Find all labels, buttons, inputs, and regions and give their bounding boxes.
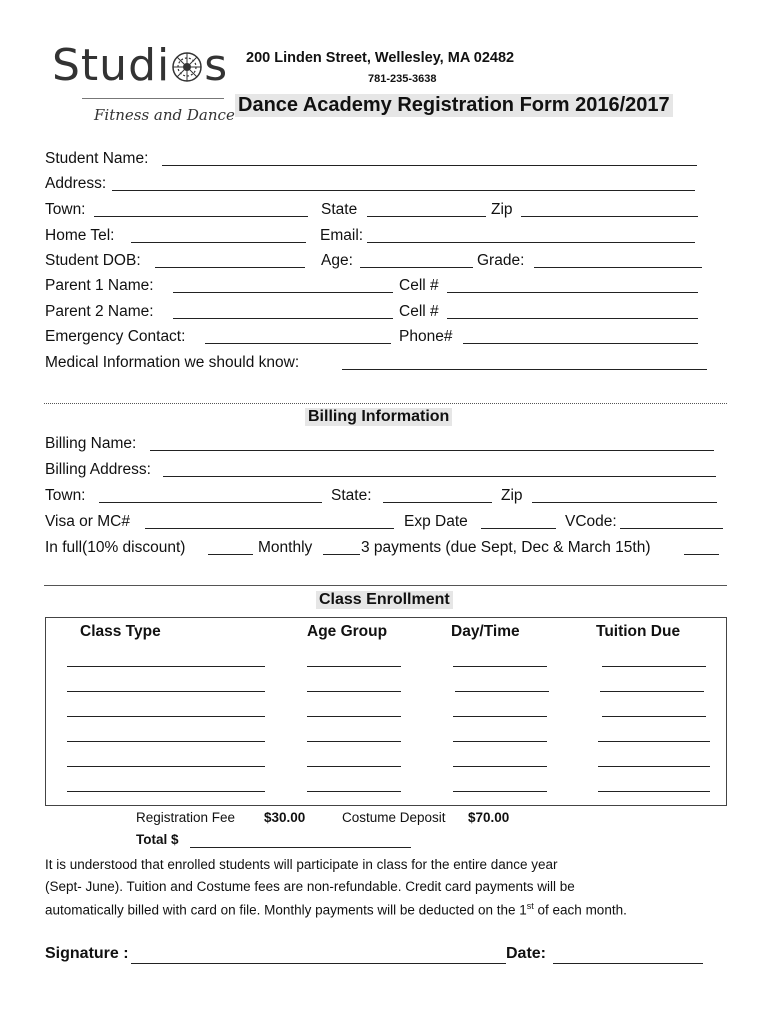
enrollment-table	[45, 617, 727, 806]
home-tel-label: Home Tel:	[45, 227, 115, 244]
billing-town-field[interactable]	[99, 502, 322, 503]
terms-text-end: of each month.	[533, 902, 627, 918]
enrollment-title: Class Enrollment	[316, 591, 453, 609]
cell1-field[interactable]	[447, 292, 698, 293]
section-divider	[44, 585, 727, 586]
billing-state-label: State:	[331, 487, 372, 504]
col-class-type: Class Type	[80, 623, 161, 640]
billing-zip-label: Zip	[501, 487, 523, 504]
emergency-label: Emergency Contact:	[45, 328, 186, 345]
day-time-field[interactable]	[453, 766, 547, 767]
phone-label: Phone#	[399, 328, 453, 345]
billing-address-label: Billing Address:	[45, 461, 151, 478]
billing-zip-field[interactable]	[532, 502, 717, 503]
zip-label: Zip	[491, 201, 513, 218]
phone-number: 781-235-3638	[368, 73, 437, 85]
billing-state-field[interactable]	[383, 502, 492, 503]
col-age-group: Age Group	[307, 623, 388, 640]
terms-line: It is understood that enrolled students will participate in class for the entire dance year	[45, 857, 558, 872]
emergency-field[interactable]	[205, 343, 391, 344]
three-payments-field[interactable]	[684, 554, 719, 555]
tuition-due-field[interactable]	[602, 666, 706, 667]
terms-text: automatically billed with card on file. Monthly payments will be deducted on the 1	[45, 902, 527, 918]
town-field[interactable]	[94, 216, 308, 217]
vcode-field[interactable]	[620, 528, 723, 529]
billing-address-field[interactable]	[163, 476, 716, 477]
day-time-field[interactable]	[453, 741, 547, 742]
address-label: Address:	[45, 175, 107, 192]
tuition-due-field[interactable]	[598, 766, 710, 767]
parent1-label: Parent 1 Name:	[45, 277, 154, 294]
billing-name-label: Billing Name:	[45, 435, 137, 452]
zip-field[interactable]	[521, 216, 698, 217]
col-tuition-due: Tuition Due	[596, 623, 681, 640]
age-group-field[interactable]	[307, 716, 401, 717]
class-type-field[interactable]	[67, 791, 265, 792]
age-label: Age:	[321, 252, 353, 269]
billing-town-label: Town:	[45, 487, 86, 504]
total-label: Total $	[136, 832, 179, 847]
dob-field[interactable]	[155, 267, 305, 268]
class-type-field[interactable]	[67, 766, 265, 767]
dob-label: Student DOB:	[45, 252, 141, 269]
cell2-field[interactable]	[447, 318, 698, 319]
email-label: Email:	[320, 227, 364, 244]
card-field[interactable]	[145, 528, 394, 529]
logo	[52, 40, 228, 94]
day-time-field[interactable]	[453, 791, 547, 792]
billing-title: Billing Information	[305, 408, 452, 426]
billing-name-field[interactable]	[150, 450, 714, 451]
email-field[interactable]	[367, 242, 695, 243]
section-divider	[44, 403, 727, 404]
medical-field[interactable]	[342, 369, 707, 370]
state-label: State	[321, 201, 358, 218]
cell2-label: Cell #	[399, 303, 439, 320]
grade-field[interactable]	[534, 267, 702, 268]
parent1-field[interactable]	[173, 292, 393, 293]
registration-fee-value: $30.00	[264, 810, 306, 825]
class-type-field[interactable]	[67, 691, 265, 692]
address-field[interactable]	[112, 190, 695, 191]
logo-tagline: Fitness and Dance	[94, 106, 235, 124]
signature-field[interactable]	[131, 963, 506, 964]
cell1-label: Cell #	[399, 277, 439, 294]
three-payments-label: 3 payments (due Sept, Dec & March 15th)	[361, 539, 651, 556]
student-name-field[interactable]	[162, 165, 697, 166]
terms-line: (Sept- June). Tuition and Costume fees are non-refundable. Credit card payments will be	[45, 879, 575, 894]
card-label: Visa or MC#	[45, 513, 130, 530]
registration-fee-label: Registration Fee	[136, 810, 236, 825]
age-group-field[interactable]	[307, 741, 401, 742]
tuition-due-field[interactable]	[600, 691, 704, 692]
class-type-field[interactable]	[67, 666, 265, 667]
class-type-field[interactable]	[67, 716, 265, 717]
class-type-field[interactable]	[67, 741, 265, 742]
grade-label: Grade:	[477, 252, 525, 269]
medical-label: Medical Information we should know:	[45, 354, 300, 371]
address: 200 Linden Street, Wellesley, MA 02482	[246, 50, 515, 66]
terms-line	[45, 901, 627, 918]
col-day-time: Day/Time	[451, 623, 520, 640]
signature-label: Signature :	[45, 945, 129, 962]
age-group-field[interactable]	[307, 791, 401, 792]
costume-label: Costume Deposit	[342, 810, 446, 825]
tuition-due-field[interactable]	[598, 791, 710, 792]
parent2-field[interactable]	[173, 318, 393, 319]
logo-mandala-icon	[171, 43, 203, 94]
age-group-field[interactable]	[307, 766, 401, 767]
date-field[interactable]	[553, 963, 703, 964]
student-name-label: Student Name:	[45, 150, 149, 167]
day-time-field[interactable]	[455, 691, 549, 692]
parent2-label: Parent 2 Name:	[45, 303, 154, 320]
age-field[interactable]	[360, 267, 473, 268]
tuition-due-field[interactable]	[598, 741, 710, 742]
day-time-field[interactable]	[453, 716, 547, 717]
day-time-field[interactable]	[453, 666, 547, 667]
phone-field[interactable]	[463, 343, 698, 344]
exp-field[interactable]	[481, 528, 556, 529]
state-field[interactable]	[367, 216, 486, 217]
date-label: Date:	[506, 945, 547, 962]
monthly-field[interactable]	[323, 554, 360, 555]
terms-superscript: st	[526, 901, 534, 911]
age-group-field[interactable]	[307, 666, 401, 667]
page-title: Dance Academy Registration Form 2016/2017	[235, 94, 673, 117]
age-group-field[interactable]	[307, 691, 401, 692]
vcode-label: VCode:	[565, 513, 617, 530]
in-full-label: In full(10% discount)	[45, 539, 186, 556]
in-full-field[interactable]	[208, 554, 253, 555]
monthly-label: Monthly	[258, 539, 313, 556]
logo-word: Studi	[52, 40, 171, 91]
logo-rule	[82, 98, 224, 99]
total-field[interactable]	[190, 847, 411, 848]
costume-value: $70.00	[468, 810, 510, 825]
tuition-due-field[interactable]	[602, 716, 706, 717]
home-tel-field[interactable]	[131, 242, 306, 243]
logo-word-end: s	[204, 40, 229, 91]
exp-label: Exp Date	[404, 513, 468, 530]
town-label: Town:	[45, 201, 86, 218]
